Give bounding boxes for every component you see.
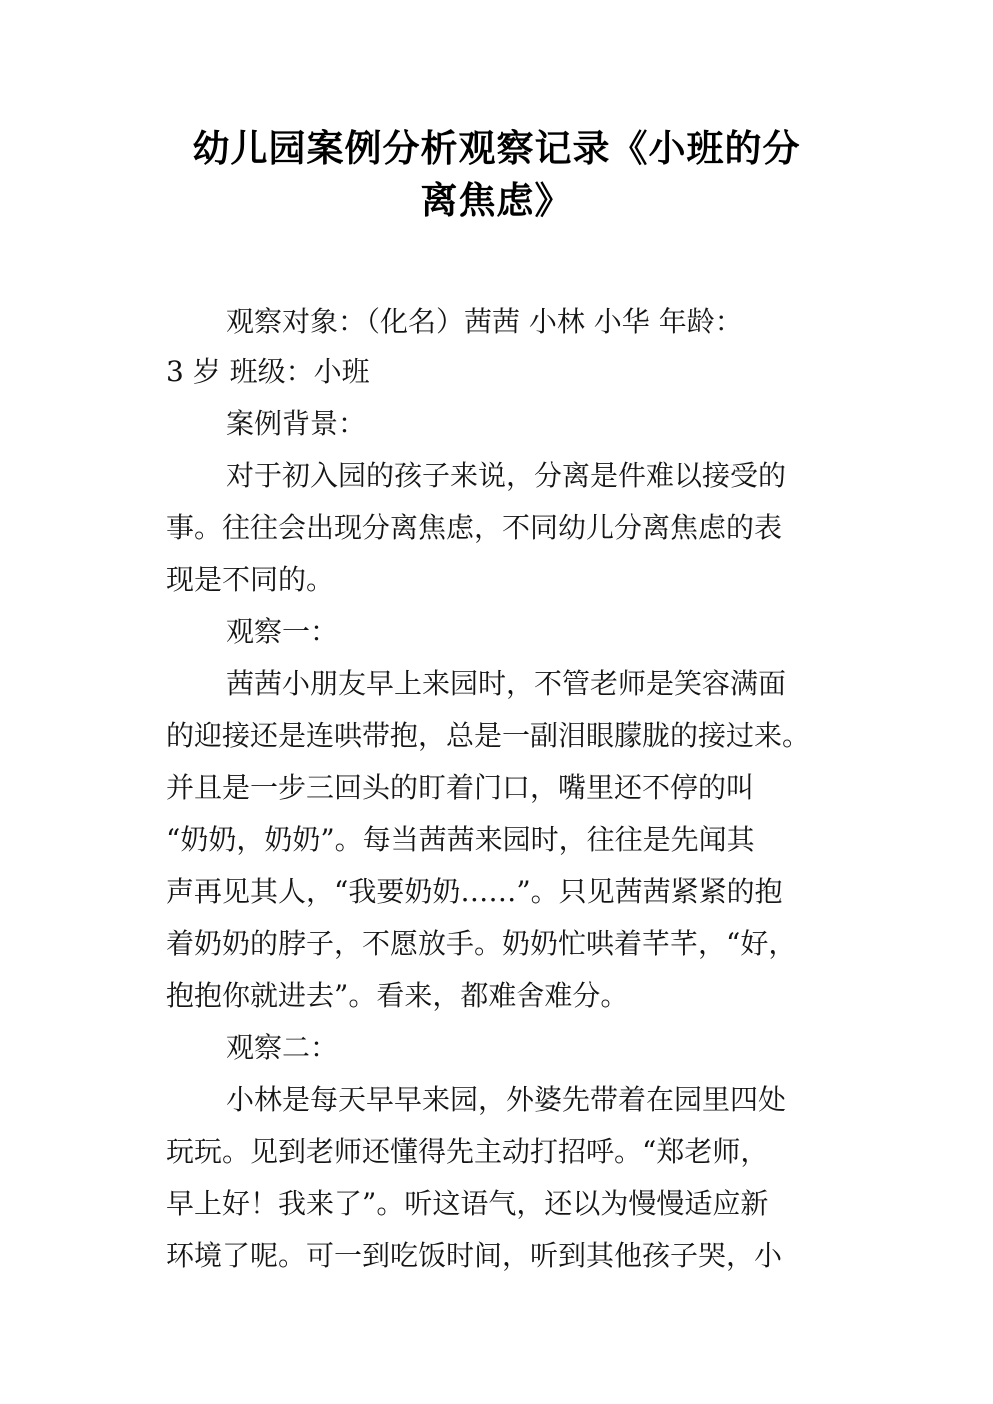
document-title-line-2: 离焦虑》 [420,179,573,222]
paragraph-line: 对于初入园的孩子来说，分离是件难以接受的 [226,459,787,492]
paragraph-line: 小林是每天早早来园，外婆先带着在园里四处 [226,1083,787,1116]
paragraph-line: 早上好！我来了”。听这语气，还以为慢慢适应新 [166,1187,769,1220]
age-class-line: 3 岁 班级：小班 [166,355,370,388]
paragraph-line: 玩玩。见到老师还懂得先主动打招呼。“郑老师， [166,1135,769,1168]
section-heading-observation-2: 观察二： [226,1031,339,1064]
paragraph-line: 现是不同的。 [166,563,335,596]
paragraph-line: 声再见其人，“我要奶奶……”。只见茜茜紧紧的抱 [166,875,783,908]
document-title-line-1: 幼儿园案例分析观察记录《小班的分 [192,127,801,170]
paragraph-line: 环境了呢。可一到吃饭时间，听到其他孩子哭，小 [166,1239,783,1272]
paragraph-line: “奶奶，奶奶”。每当茜茜来园时，往往是先闻其 [166,823,755,856]
paragraph-line: 抱抱你就进去”。看来，都难舍难分。 [166,979,629,1012]
paragraph-line: 并且是一步三回头的盯着门口，嘴里还不停的叫 [166,771,755,804]
observation-subject-line: 观察对象：（化名）茜茜 小林 小华 年龄： [226,305,743,338]
paragraph-line: 的迎接还是连哄带抱，总是一副泪眼朦胧的接过来。 [166,719,811,752]
paragraph-line: 着奶奶的脖子，不愿放手。奶奶忙哄着芊芊，“好， [166,927,797,960]
paragraph-line: 事。往往会出现分离焦虑，不同幼儿分离焦虑的表 [166,511,783,544]
section-heading-background: 案例背景： [226,407,367,440]
paragraph-line: 茜茜小朋友早上来园时，不管老师是笑容满面 [226,667,787,700]
section-heading-observation-1: 观察一： [226,615,339,648]
